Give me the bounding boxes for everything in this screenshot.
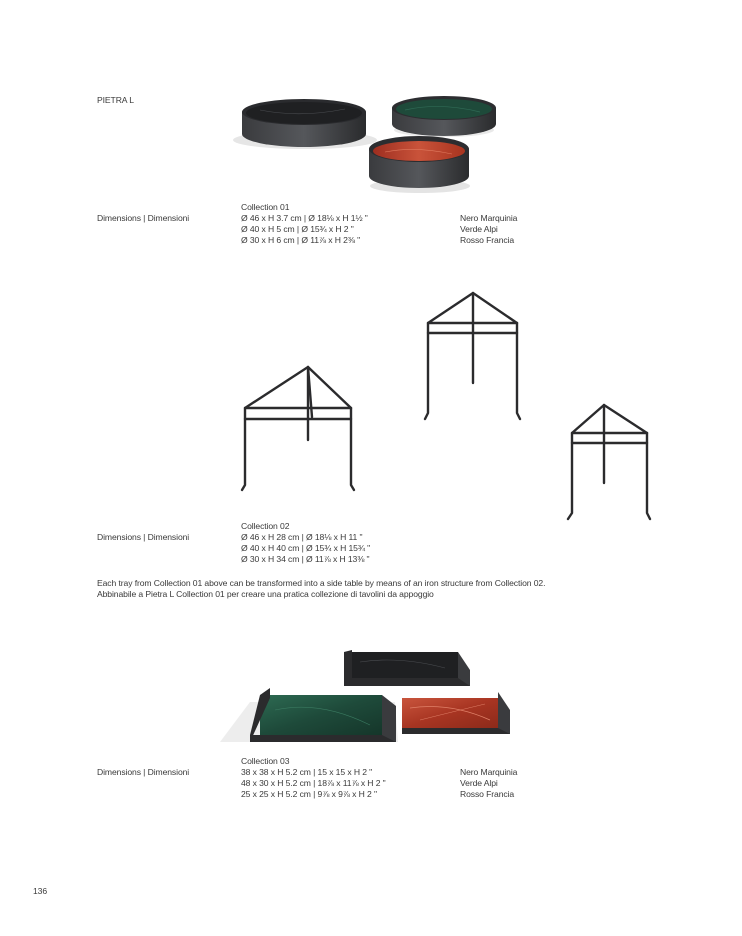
collection-01-finishes <box>460 213 517 246</box>
dimension-line: Ø 46 x H 28 cm | Ø 18⅛ x H 11 " <box>241 532 363 542</box>
dimension-line: Ø 30 x H 34 cm | Ø 11⅞ x H 13⅜ " <box>241 554 370 564</box>
collection-02-dimensions-label: Dimensions | Dimensioni <box>97 532 190 542</box>
note-italian: Abbinabile a Pietra L Collection 01 per creare una pratica collezione di tavolini da appoggio <box>97 589 434 599</box>
collection-01-image <box>230 88 510 200</box>
collection-02-title: Collection 02 <box>241 521 290 531</box>
dimension-line: Ø 40 x H 40 cm | Ø 15¾ x H 15¾ " <box>241 543 371 553</box>
collection-01-dimensions <box>241 213 368 246</box>
collection-03-dimensions-label: Dimensions | Dimensioni <box>97 767 190 777</box>
dimension-line: Ø 46 x H 3.7 cm | Ø 18⅛ x H 1½ " <box>241 213 368 223</box>
finish-line: Verde Alpi <box>460 778 498 788</box>
finish-line: Nero Marquinia <box>460 767 518 777</box>
dimension-line: 25 x 25 x H 5.2 cm | 9⅞ x 9⅞ x H 2 " <box>241 789 377 799</box>
collection-01-dimensions-label: Dimensions | Dimensioni <box>97 213 190 223</box>
collection-03-dimensions <box>241 767 386 800</box>
collection-01-title: Collection 01 <box>241 202 290 212</box>
note-english: Each tray from Collection 01 above can be transformed into a side table by means of an iron structure from Collection 02. <box>97 578 546 588</box>
dimension-line: 48 x 30 x H 5.2 cm | 18⅞ x 11⅞ x H 2 " <box>241 778 386 788</box>
collection-03-finishes <box>460 767 517 800</box>
page-number: 136 <box>33 886 48 896</box>
collection-03-title: Collection 03 <box>241 756 290 766</box>
collection-03-image <box>220 640 520 755</box>
finish-line: Rosso Francia <box>460 235 515 245</box>
combination-note <box>97 578 545 600</box>
collection-02-image <box>230 285 670 525</box>
dimension-line: Ø 40 x H 5 cm | Ø 15¾ x H 2 " <box>241 224 354 234</box>
dimension-line: 38 x 38 x H 5.2 cm | 15 x 15 x H 2 " <box>241 767 373 777</box>
collection-02-dimensions <box>241 532 370 565</box>
finish-line: Verde Alpi <box>460 224 498 234</box>
finish-line: Rosso Francia <box>460 789 515 799</box>
product-title: PIETRA L <box>97 95 134 105</box>
finish-line: Nero Marquinia <box>460 213 518 223</box>
dimension-line: Ø 30 x H 6 cm | Ø 11⅞ x H 2⅜ " <box>241 235 361 245</box>
